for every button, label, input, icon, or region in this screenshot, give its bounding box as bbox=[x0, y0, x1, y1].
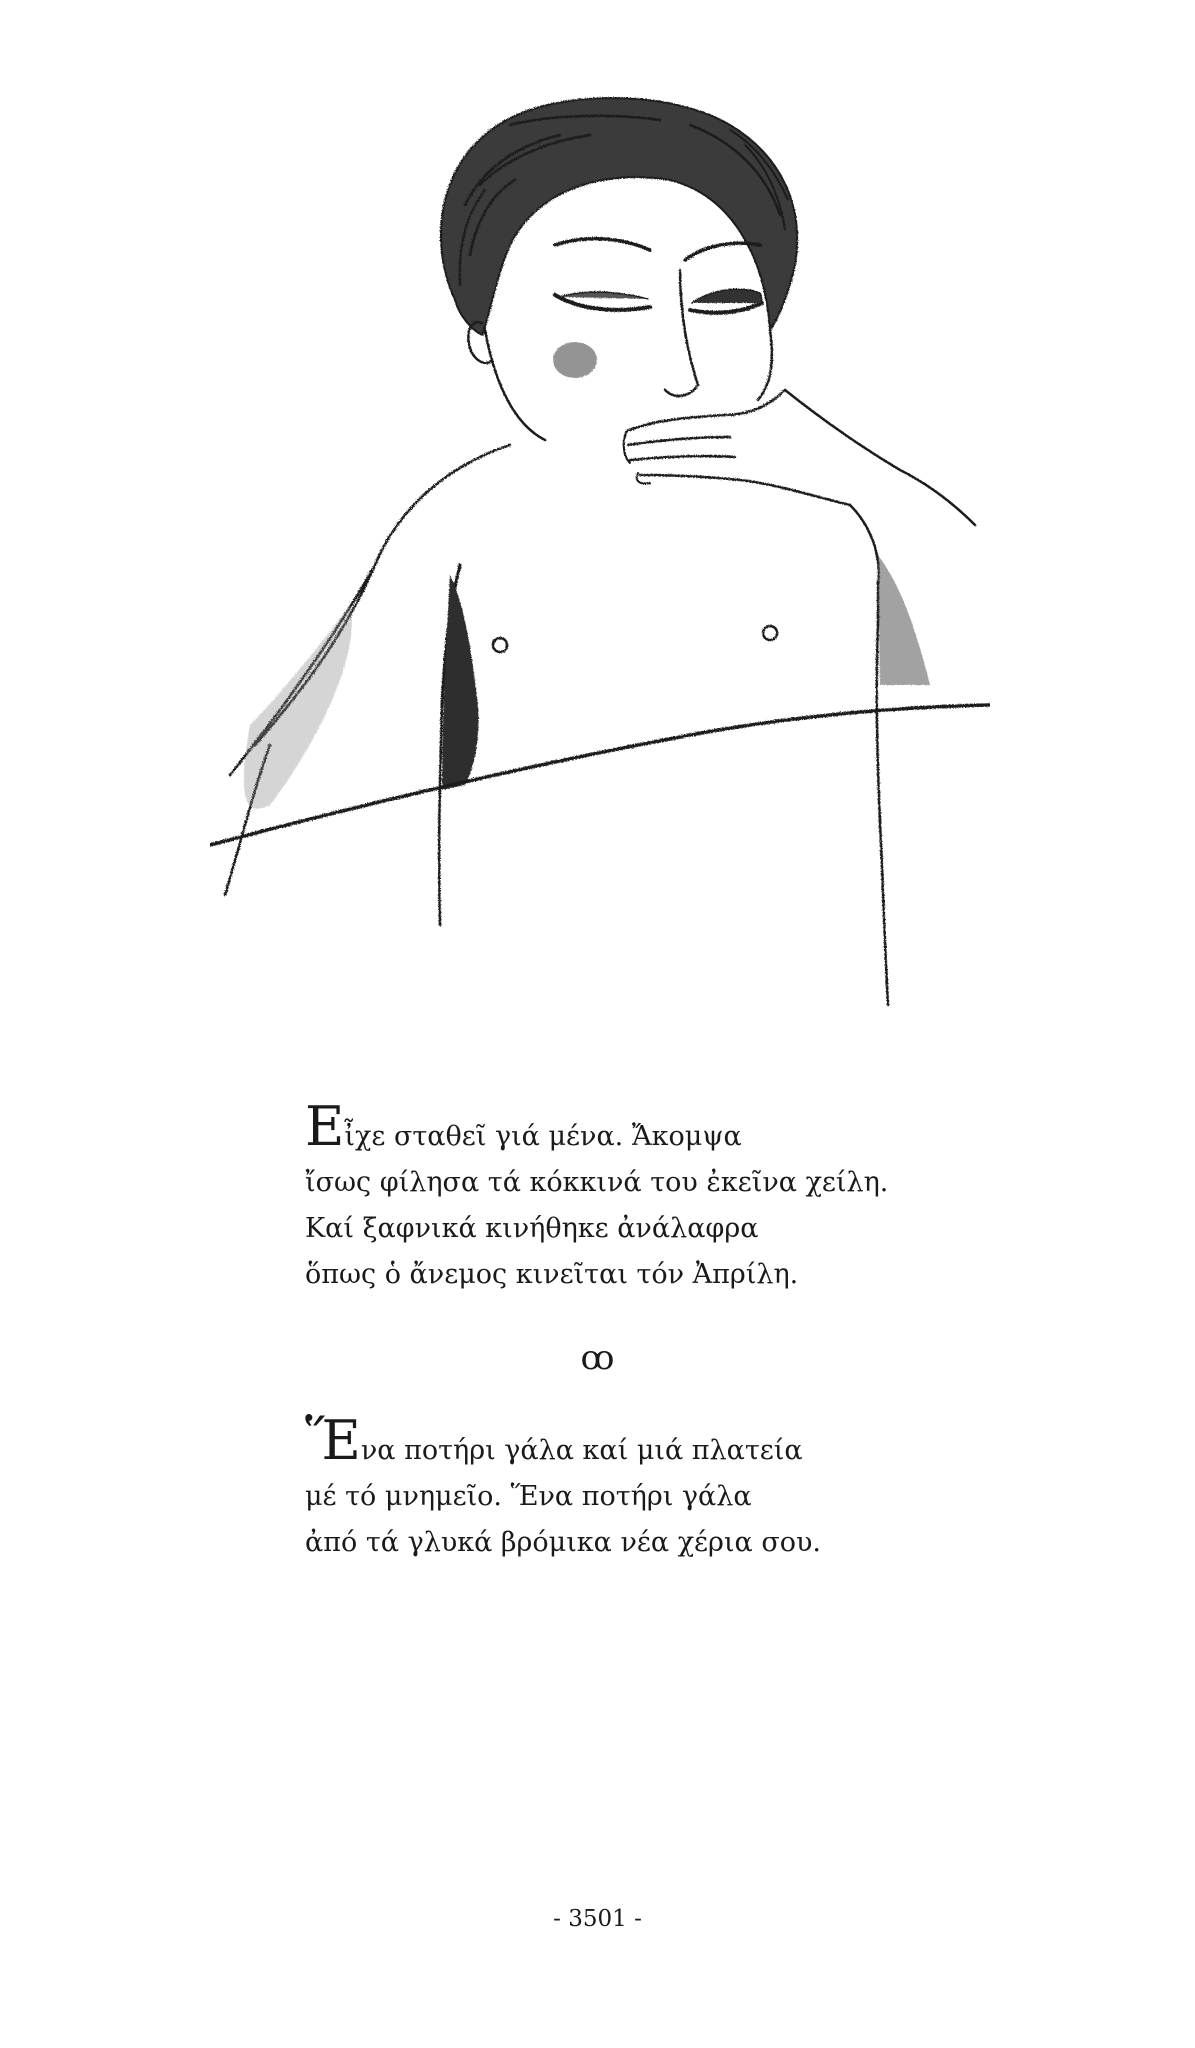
stanza-1 bbox=[305, 1095, 889, 1298]
left-brow bbox=[555, 239, 650, 250]
verse-line: μέ τό μνημεῖο. Ἕνα ποτήρι γάλα bbox=[305, 1481, 752, 1512]
sheet-line bbox=[210, 705, 990, 845]
right-eye bbox=[690, 303, 762, 313]
right-arm bbox=[900, 470, 975, 525]
stanza-2-first-line bbox=[305, 1409, 821, 1474]
cheek-shading bbox=[553, 342, 597, 378]
stanza-2 bbox=[305, 1409, 822, 1566]
face-outline bbox=[485, 330, 772, 440]
stanza-1-first-line bbox=[305, 1095, 888, 1160]
arm-shading bbox=[442, 575, 478, 790]
drop-cap: Ἕ bbox=[305, 1409, 361, 1472]
verse-line: Καί ξαφνικά κινήθηκε ἀνάλαφρα bbox=[305, 1213, 759, 1244]
hand bbox=[628, 390, 900, 505]
figure-illustration bbox=[210, 85, 990, 1070]
verse-line: ἀπό τά γλυκά βρόμικα νέα χέρια σου. bbox=[305, 1527, 822, 1558]
drop-cap: Ε bbox=[305, 1095, 345, 1158]
first-line-text: ἶχε σταθεῖ γιά μένα. Ἄκομψα bbox=[344, 1121, 742, 1152]
nose bbox=[665, 270, 698, 396]
right-nipple bbox=[763, 626, 777, 640]
verse-line: ἴσως φίλησα τά κόκκινά του ἐκεῖνα χείλη. bbox=[305, 1167, 889, 1198]
left-nipple bbox=[493, 638, 507, 652]
page-number: - 3501 - bbox=[553, 1906, 642, 1932]
verse-line: ὅπως ὁ ἄνεμος κινεῖται τόν Ἀπρίλη. bbox=[305, 1259, 799, 1290]
drawing-strokes bbox=[210, 98, 990, 1005]
ornament-divider: ꝏ bbox=[580, 1338, 615, 1378]
first-line-text: να ποτήρι γάλα καί μιά πλατεία bbox=[360, 1435, 803, 1466]
